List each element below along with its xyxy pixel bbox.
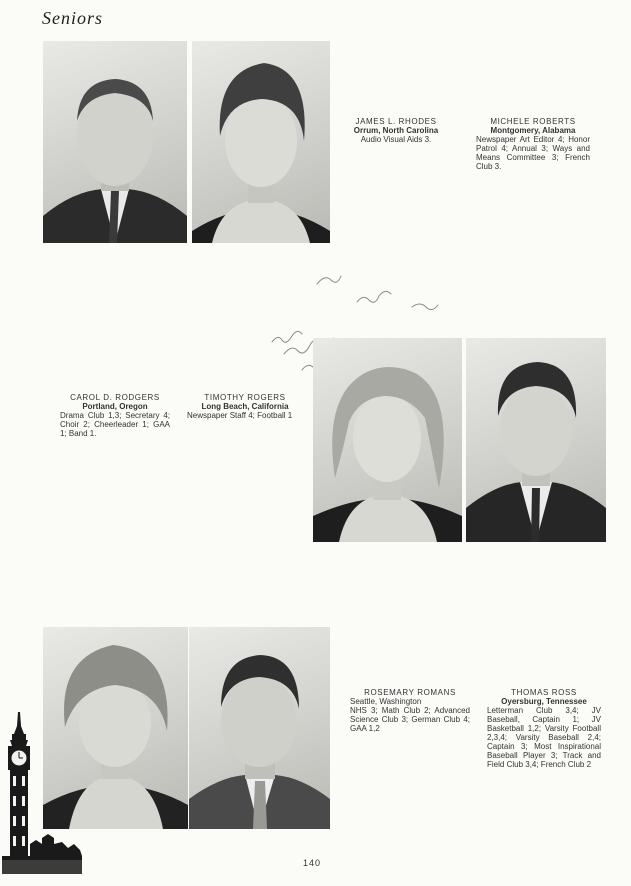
senior-activities: Newspaper Art Editor 4; Honor Patrol 4; Annual 3; Ways and Means Committee 3; French Club 3. [476,135,590,171]
page-number: 140 [303,858,322,868]
senior-hometown: Orrum, North Carolina [353,126,439,135]
senior-photo-thomas-ross [189,627,330,829]
senior-name: THOMAS ROSS [511,688,577,697]
senior-activities: Letterman Club 3,4; JV Baseball, Captain 1; JV Basketball 1,2; Varsity Football 2,3,4; Varsity Baseball 2,4; Captain 3; Most Inspirational Baseball Player 3; Track and Field Club 3,4; French Club 2 [487,706,601,769]
caption-timothy-rogers [187,393,303,420]
senior-activities: Audio Visual Aids 3. [360,135,432,144]
senior-activities: NHS 3; Math Club 2; Advanced Science Club 3; German Club 4; GAA 1,2 [350,706,470,733]
caption-james-rhodes [343,117,449,144]
senior-photo-james-rhodes [43,41,187,243]
senior-hometown: Seattle, Washington [350,697,422,706]
senior-activities: Drama Club 1,3; Secretary 4; Choir 2; Cheerleader 1; GAA 1; Band 1. [60,411,170,438]
senior-activities: Newspaper Staff 4; Football 1 [187,411,293,420]
section-title: Seniors [42,8,103,28]
senior-photo-timothy-rogers [466,338,606,542]
senior-name: MICHELE ROBERTS [490,117,576,126]
senior-name: JAMES L. RHODES [355,117,437,126]
senior-name: CAROL D. RODGERS [70,393,160,402]
caption-carol-rodgers [60,393,170,438]
senior-hometown: Long Beach, California [201,402,289,411]
senior-photo-carol-rodgers [313,338,462,542]
caption-rosemary-romans [350,688,470,733]
senior-name: TIMOTHY ROGERS [204,393,286,402]
senior-photo-michele-roberts [192,41,330,243]
clock-tower-illustration [2,712,82,874]
caption-michele-roberts [476,117,590,171]
senior-hometown: Portland, Oregon [82,402,148,411]
senior-hometown: Oyersburg, Tennessee [501,697,587,706]
caption-thomas-ross [487,688,601,769]
senior-hometown: Montgomery, Alabama [490,126,576,135]
senior-name: ROSEMARY ROMANS [364,688,456,697]
